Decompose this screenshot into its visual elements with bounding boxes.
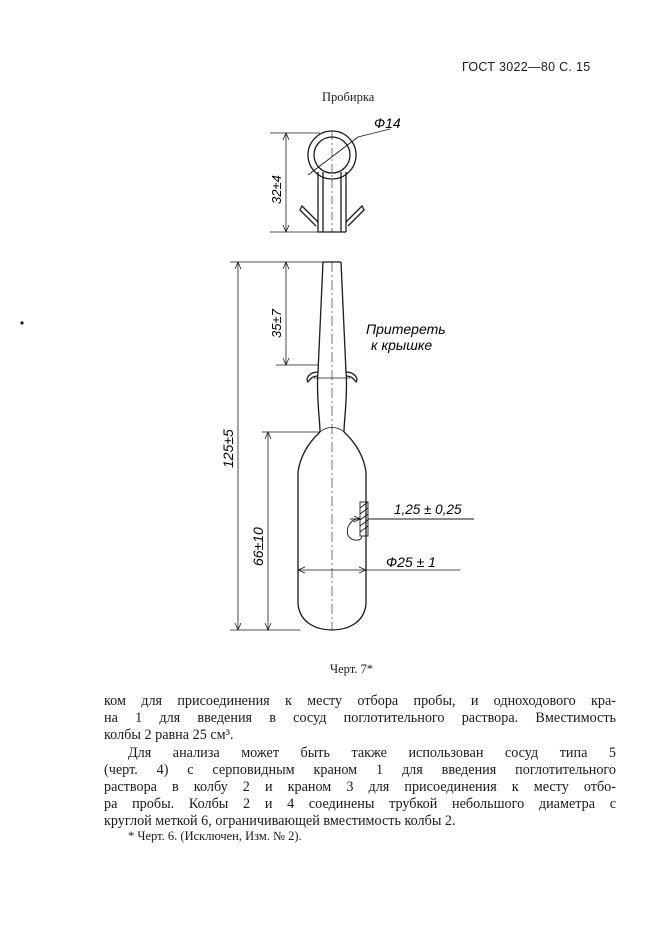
dim-diameter-body: Ф25 ± 1 bbox=[386, 554, 436, 570]
dimension-lines bbox=[230, 262, 460, 630]
stray-mark bbox=[20, 321, 23, 324]
dim-diameter-top: Ф14 bbox=[374, 115, 401, 131]
figure-caption: Черт. 7* bbox=[330, 662, 374, 676]
tube-body bbox=[298, 262, 366, 630]
dim-total: 125±5 bbox=[220, 429, 236, 468]
text-line: Для анализа может быть также использован сосуд типа 5 bbox=[128, 745, 616, 761]
text-line: колбы 2 равна 25 см³. bbox=[104, 727, 234, 743]
text-line: (черт. 4) с серповидным краном 1 для введения поглотительного bbox=[104, 762, 616, 778]
footnote: * Черт. 6. (Исключен, Изм. № 2). bbox=[128, 829, 302, 843]
label-grind-line1: Притереть bbox=[366, 321, 446, 337]
label-grind-line2: к крышке bbox=[371, 337, 433, 353]
text-line: раствора в колбу 2 и краном 3 для присоединения к месту отбо- bbox=[104, 779, 616, 795]
dim-bottom: 66±10 bbox=[250, 527, 266, 566]
paragraph-1 bbox=[104, 693, 616, 745]
page-header: ГОСТ 3022—80 С. 15 bbox=[462, 60, 591, 74]
dim-neck: 35±7 bbox=[269, 309, 284, 338]
text-line: ра пробы. Колбы 2 и 4 соединены трубкой небольшого диаметра с bbox=[104, 796, 616, 812]
dim-height-top: 32±4 bbox=[269, 175, 284, 204]
dim-wall: 1,25 ± 0,25 bbox=[394, 502, 462, 517]
text-line: на 1 для введения в сосуд поглотительного раствора. Вместимость bbox=[104, 710, 616, 726]
text-line: ком для присоединения к месту отбора пробы, и одноходового кра- bbox=[104, 693, 616, 709]
cap-part bbox=[270, 129, 390, 232]
paragraph-2 bbox=[104, 745, 616, 831]
text-line: круглой меткой 6, ограничивающей вместимость колбы 2. bbox=[104, 813, 456, 829]
figure-title: Пробирка bbox=[322, 90, 375, 104]
